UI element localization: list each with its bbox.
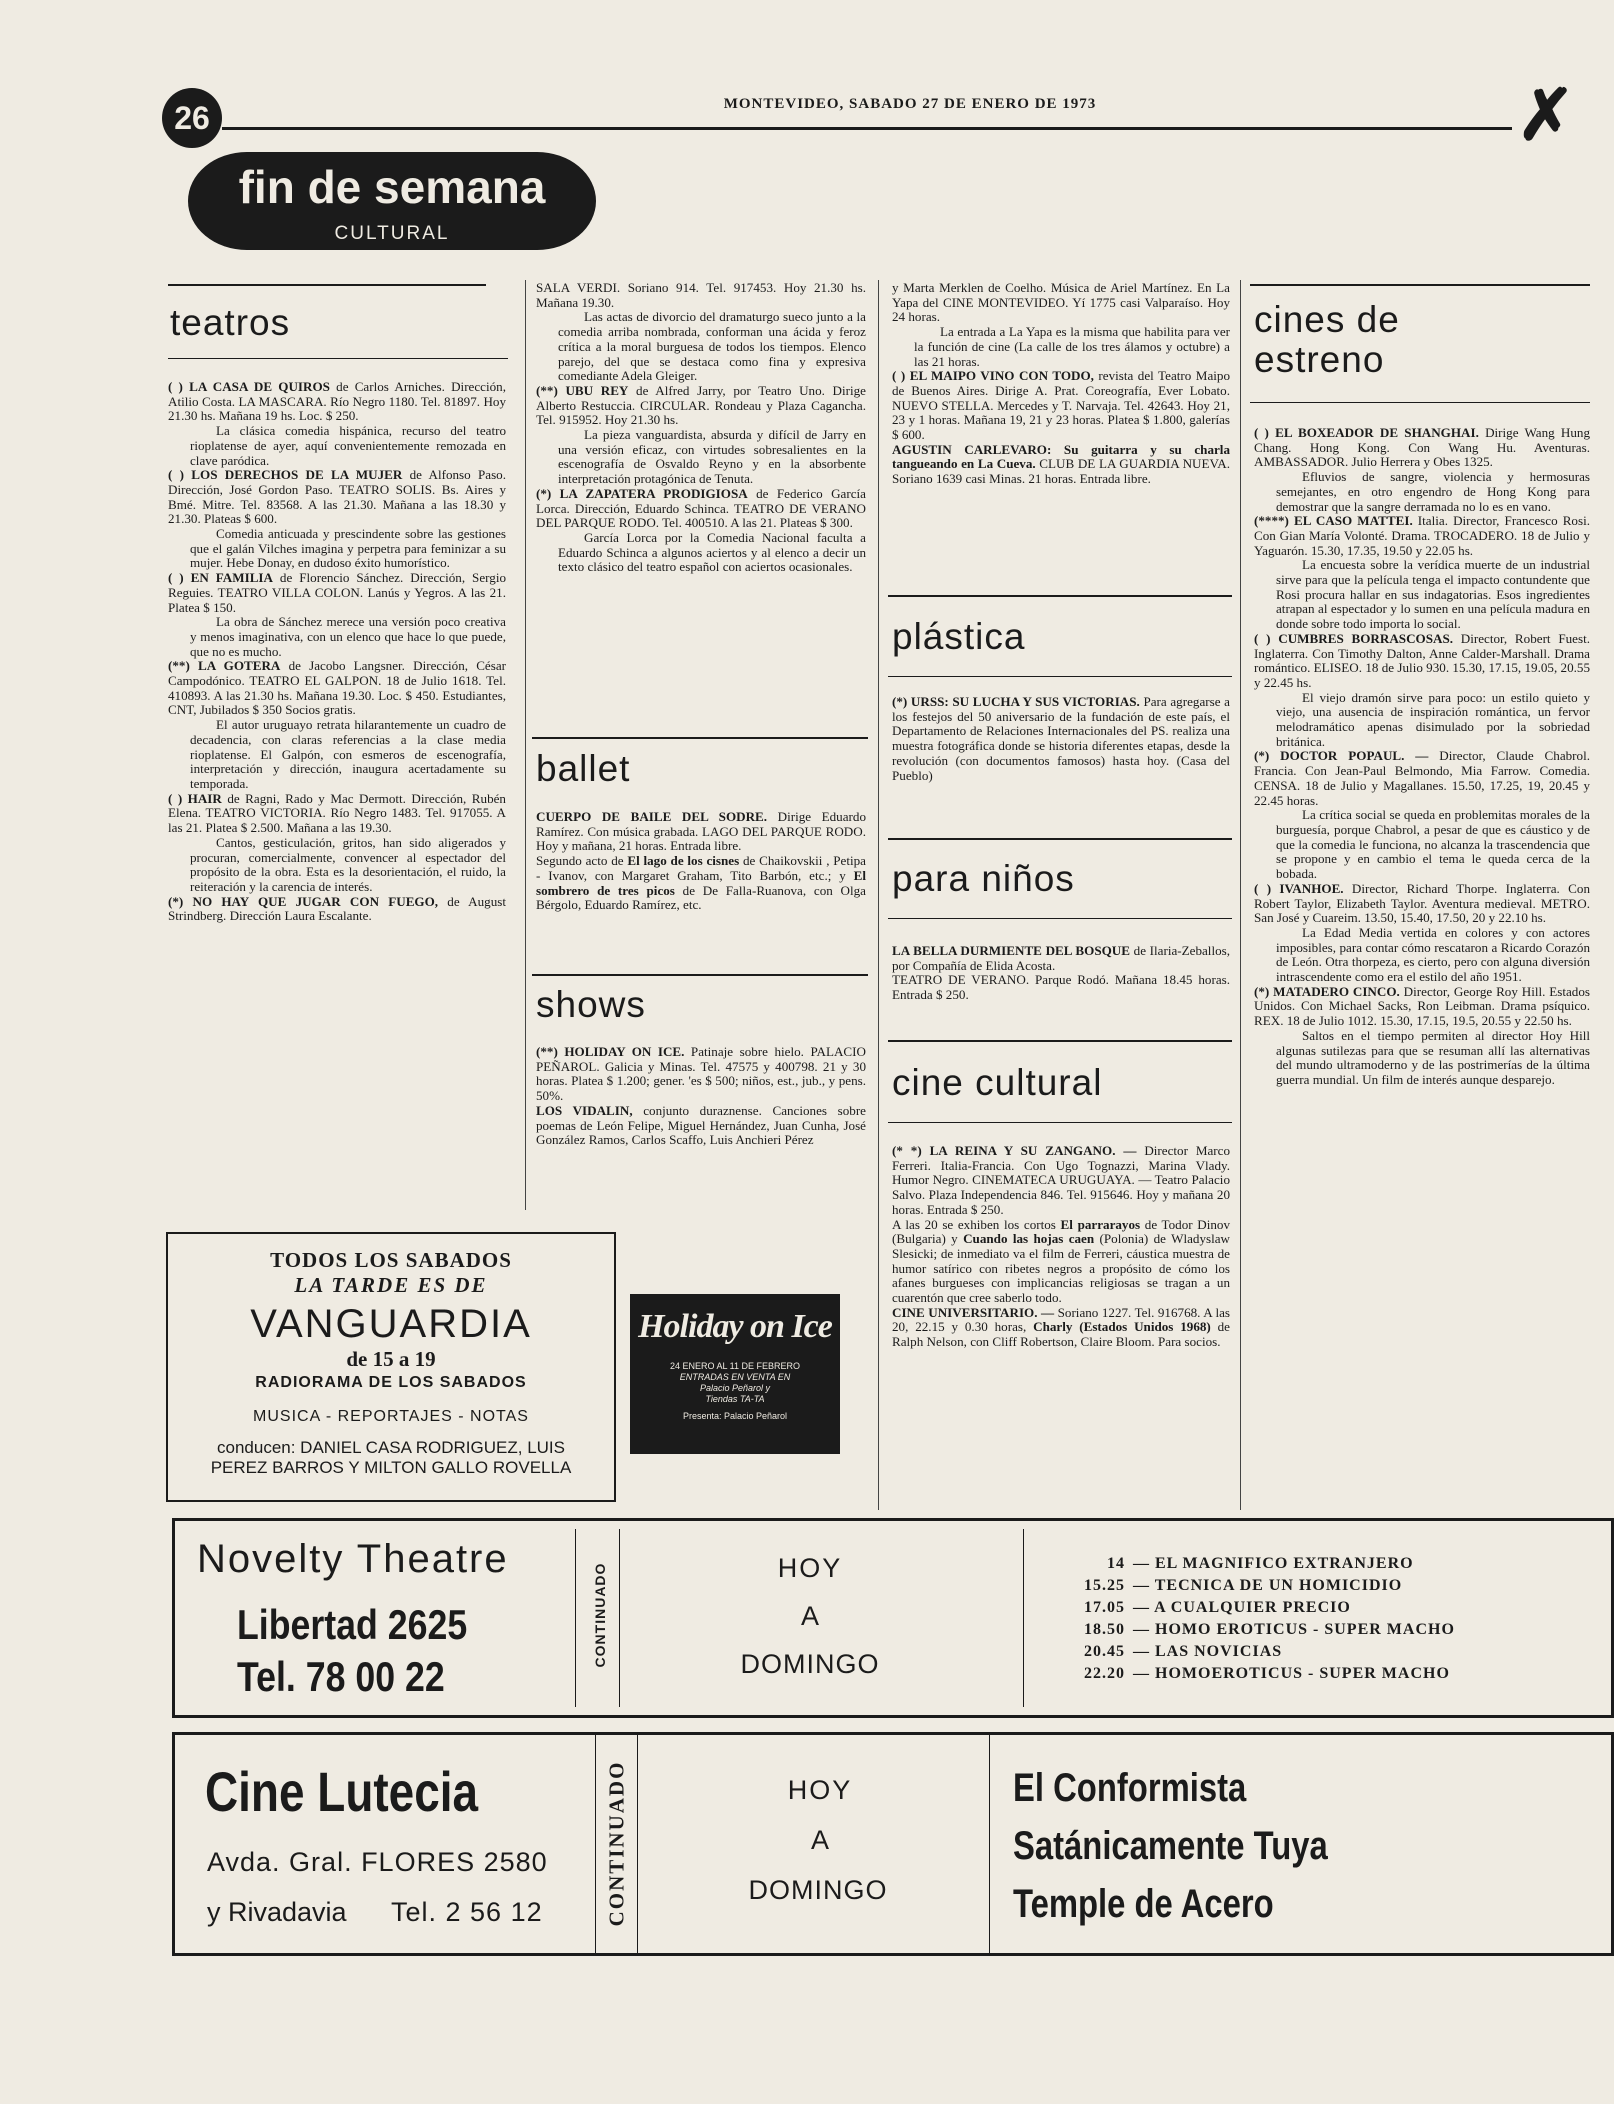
schedule-film-title: HOMOEROTICUS - SUPER MACHO — [1155, 1665, 1450, 1682]
para-ninos-column — [892, 944, 1230, 1003]
listing-text: Saltos en el tiempo permiten al director Hoy Hill algunas sutilezas para que se resuman allí las alternativas del mundo ultramoderno y de las postrimerías de la última guerra mundial. Un film de interés aunque desparejo. — [1276, 1027, 1590, 1087]
listing-paragraph — [168, 380, 506, 424]
listing-text: SALA VERDI. Soriano 914. Tel. 917453. Hoy 21.30 hs. Mañana 19.30. — [536, 280, 866, 310]
schedule-row — [1055, 1553, 1575, 1575]
a-label: A — [810, 1825, 829, 1855]
vanguardia-radio-ad — [166, 1232, 616, 1502]
listing-title: (**) HOLIDAY ON ICE. — [536, 1044, 685, 1059]
section-rule — [532, 737, 868, 739]
dateline: MONTEVIDEO, SABADO 27 DE ENERO DE 1973 — [723, 96, 1097, 112]
schedule-time: 22.20 — [1084, 1665, 1125, 1682]
ad-line: PEREZ BARROS Y MILTON GALLO ROVELLA — [210, 1458, 572, 1477]
listing-text: La encuesta sobre la verídica muerte de un industrial sirve para que la película tenga el impacto contundente que Rosi procura hallar en sus indagatorias. Esos ingredientes atrapan al espectador y lo sumen en una película madura en donde sobre todo importa lo social. — [1276, 557, 1590, 632]
cinema-address: Avda. Gral. FLORES 2580 — [207, 1847, 548, 1877]
dash: — — [1133, 1621, 1155, 1638]
listing-title: (*) LA ZAPATERA PRODIGIOSA — [536, 485, 748, 501]
listing-text: Director Marco Ferreri. Italia-Francia. Con Ugo Tognazzi, Marina Vlady. Humor Negro. CINEMATECA URUGUAYA. — Teatro Palacio Salvo. Plaza Independencia 846. Tel. 915646. Hoy y mañana 20 horas. Entrada $ 250. — [892, 1143, 1231, 1217]
listing-text: Cantos, gesticulación, gritos, han sido aligerados y procuran, comercialmente, convencer al espectador del propósito de la obra. Esta es la desorientación, el ruido, la reiteración y la carencia de interés. — [190, 834, 506, 894]
listing-title: (* *) LA REINA Y SU ZANGANO. — — [892, 1143, 1137, 1158]
listing-text: Director, Claude Chabrol. Francia. Con Jean-Paul Belmondo, Mia Farrow. Comedia. CENSA. 18 de Julio y Magallanes. 15.50, 17.25, 19, 20.45 y 22.45 horas. — [1254, 748, 1590, 808]
divider — [575, 1529, 576, 1707]
schedule-film-title: LAS NOVICIAS — [1155, 1643, 1283, 1660]
listing-title: ( ) IVANHOE. — [1254, 880, 1344, 896]
cine-cultural-column — [892, 1144, 1230, 1350]
listing-paragraph — [892, 1306, 1230, 1350]
listing-text: (Polonia) de Wladyslaw Slesicki; de inmediato va el film de Ferreri, cáustica muestra de humor satírico con ribetes negros a propósito de cómo los afanes burgueses con implicancias religiosas se tragan a un cuarentón que cree saberlo todo. — [892, 1231, 1231, 1306]
shows-continued — [892, 281, 1230, 487]
listing-text: Director, Richard Thorpe. Inglaterra. Con Robert Taylor, Elizabeth Taylor. Aventura medieval. METRO. San José y Cuareim. 13.50, 15.40, 17.50, 20 y 22.10 hs. — [1254, 880, 1590, 926]
schedule-film-title: A CUALQUIER PRECIO — [1154, 1599, 1351, 1616]
dash: — — [1133, 1599, 1155, 1616]
listing-title: ( ) LOS DERECHOS DE LA MUJER — [168, 467, 403, 483]
schedule-time: 18.50 — [1084, 1621, 1125, 1638]
listing-text: de De Falla-Ruanova, con Olga Bérgolo, Eduardo Ramírez, etc. — [536, 882, 866, 913]
schedule-time: 14 — [1107, 1555, 1125, 1572]
listing-paragraph — [892, 325, 1230, 369]
listing-paragraph — [1254, 985, 1590, 1029]
listing-text: Para agregarse a los festejos del 50 aniversario de la fundación de este país, el Departamento de Relaciones Internacionales del PS. realiza una muestra fotográfica donde se historia diferentes etapas, desde la revolución (con documentos famosos) hasta hoy. (Casa del Pueblo) — [892, 694, 1230, 783]
section-heading-cine-cultural: cine cultural — [892, 1062, 1103, 1103]
schedule-row — [1055, 1663, 1575, 1685]
listing-paragraph — [536, 1104, 866, 1148]
divider — [1023, 1529, 1024, 1707]
theatre-name: Novelty Theatre — [197, 1537, 509, 1581]
listing-title: (*) MATADERO CINCO. — [1254, 983, 1400, 999]
schedule-row — [1055, 1597, 1575, 1619]
holiday-on-ice-logo: Holiday on Ice — [638, 1308, 832, 1345]
listing-title: (**) UBU REY — [536, 382, 629, 398]
film-title: El Conformista — [1013, 1766, 1247, 1810]
domingo-label: DOMINGO — [740, 1649, 880, 1679]
listing-title: (*) NO HAY QUE JUGAR CON FUEGO, — [168, 893, 439, 909]
listing-paragraph — [892, 443, 1230, 487]
listing-title: El parrarayos — [1060, 1216, 1141, 1232]
listing-paragraph — [168, 468, 506, 527]
listing-text: de Jacobo Langsner. Dirección, César Campodónico. TEATRO EL GALPON. 18 de Julio 1618. Tel. 410893. A las 21.30 hs. Mañana 19.30. Loc. $ 450. Estudiantes, CNT, Jubilados $ 350 Socios gratis. — [168, 658, 507, 718]
schedule-list — [1055, 1553, 1575, 1685]
listing-title: CINE UNIVERSITARIO. — — [892, 1304, 1055, 1320]
listing-title: ( ) EN FAMILIA — [168, 570, 273, 586]
page-number: 26 — [174, 99, 210, 136]
cines-de-estreno-column — [1254, 426, 1590, 1088]
listing-paragraph — [168, 571, 506, 615]
listing-title: Cuando las hojas caen — [963, 1231, 1095, 1247]
listing-title: Charly (Estados Unidos 1968) — [1033, 1319, 1211, 1335]
film-title: Satánicamente Tuya — [1013, 1824, 1328, 1868]
listing-title: ( ) LA CASA DE QUIROS — [168, 379, 330, 394]
newspaper-logo-mark: ✗ — [1516, 76, 1576, 154]
listing-title: CUERPO DE BAILE DEL SODRE. — [536, 809, 768, 824]
listing-text: La pieza vanguardista, absurda y difícil de Jarry en una versión eficaz, con virtudes sobresalientes en la escenografía de Osvaldo Reyno y en la absorbente interpretación protagónica de Tenuta. — [558, 427, 866, 487]
section-heading-para-ninos: para niños — [892, 858, 1075, 899]
banner-title: fin de semana — [238, 161, 546, 213]
listing-paragraph — [536, 810, 866, 854]
listing-text: de Alfred Jarry, por Teatro Uno. Dirige Alberto Restuccia. CIRCULAR. Rondeau y Plaza Cagancha. Tel. 915952. Hoy 21.30 hs. — [536, 382, 866, 428]
listing-paragraph — [892, 944, 1230, 973]
listing-text: de Florencio Sánchez. Dirección, Sergio Reguies. TEATRO VILLA COLON. Lanús y Yegros. A las 21. Platea $ 150. — [168, 570, 507, 615]
schedule-row — [1055, 1619, 1575, 1641]
listing-text: de Chaikovskii , Petipa - Ivanov, con Margaret Graham, Tito Barbón, etc.; y — [536, 853, 866, 883]
ad-program-name: RADIORAMA DE LOS SABADOS — [255, 1374, 527, 1391]
listing-text: El autor uruguayo retrata hilarantemente un cuadro de decadencia, con claras referencias a la clase media rioplatense. El Galpón, con esmeros de escenografía, interpretación y dirección, inaugura acertadamente su temporada. — [190, 717, 506, 791]
dash: — — [1133, 1555, 1155, 1572]
listing-text: de Ilaria-Zeballos, por Compañía de Elida Acosta. — [892, 943, 1231, 973]
ad-line: ENTRADAS EN VENTA EN — [679, 1372, 791, 1382]
listing-text: Director, George Roy Hill. Estados Unidos. Con Michael Sacks, Ron Leibman. Drama psíquico. REX. 18 de Julio 1012. 15.30, 17.15, 19.5, 20.55 y 22.50 hs. — [1254, 983, 1590, 1029]
ballet-column — [536, 810, 866, 913]
listing-paragraph — [168, 527, 506, 571]
listing-text: Efluvios de sangre, violencia y hermosuras semejantes, en otro engendro de Hong Kong para demostrar que la sangre derramada no lo es en vano. — [1276, 469, 1590, 514]
listing-title: (**) LA GOTERA — [168, 658, 281, 674]
listing-text: La clásica comedia hispánica, recurso del teatro rioplatense de ayer, aquí convenientemente remozada en clave paródica. — [190, 423, 506, 468]
listing-text: Comedia anticuada y prescindente sobre las gestiones que el galán Vilches imagina y perpetra para feminizar a su mujer. Hebe Donay, en dudoso éxito humorístico. — [190, 526, 506, 571]
listing-text: revista del Teatro Maipo de Buenos Aires. Dirige A. Prat. Coreografía, Ever Lobato. NUEVO STELLA. Mercedes y T. Narvaja. Tel. 42643. Hoy 21, 23 y 1 horas. Mañana 19, 21 y 23 horas. Platea $ 1.800, galerías $ 600. — [892, 368, 1230, 443]
cinema-phone: Tel. 2 56 12 — [391, 1897, 543, 1927]
ad-line: 24 ENERO AL 11 DE FEBRERO — [669, 1361, 801, 1371]
heading-line: cines de — [1254, 299, 1400, 340]
hoy-label: HOY — [777, 1553, 843, 1583]
listing-paragraph — [1254, 470, 1590, 514]
listing-text: y Marta Merklen de Coelho. Música de Ariel Martínez. En La Yapa del CINE MONTEVIDEO. Yí 1775 casi Valparaíso. Hoy 24 horas. — [892, 280, 1230, 325]
listing-paragraph — [536, 854, 866, 913]
listing-text: Italia. Director, Francesco Rosi. Con Gian María Volonté. Drama. TROCADERO. 18 de Julio y Yaguarón. 15.30, 17.35, 19.50 y 22.05 hs. — [1254, 513, 1590, 558]
listing-title: El lago de los cisnes — [627, 853, 740, 869]
ad-line: MUSICA - REPORTAJES - NOTAS — [253, 1408, 529, 1425]
listing-paragraph — [1254, 926, 1590, 985]
listing-text: de Ragni, Rado y Mac Dermott. Dirección, Rubén Elena. TEATRO VICTORIA. Río Negro 1483. Tel. 917055. A las 21. Platea $ 2.500. Mañana a las 19.30. — [168, 790, 506, 836]
listing-title: LA BELLA DURMIENTE DEL BOSQUE — [892, 943, 1130, 958]
listing-text: de Alfonso Paso. Dirección, José Gordon Paso. TEATRO SOLIS. Bs. Aires y Bmé. Mitre. Tel. 83568. A las 21.30. Mañana a las 18.30 y 21.30. Plateas $ 600. — [168, 467, 506, 527]
listing-title: (*) DOCTOR POPAUL. — — [1254, 748, 1429, 764]
listing-paragraph — [1254, 808, 1590, 882]
a-label: A — [800, 1601, 819, 1631]
listing-text: La Edad Media vertida en colores y con actores imposibles, para contar cómo rescataron a Ricardo Corazón de León. Otra thorpeza, es cierto, pero con alguna diversión intrascendente como era el estilo del año 1951. — [1276, 924, 1590, 985]
listing-text: Director, Robert Fuest. Inglaterra. Con Timothy Dalton, Anne Calder-Marshall. Drama romántico. ELISEO. 18 de Julio 930. 15.30, 17.15, 19.05, 20.55 y 22.45 hs. — [1254, 630, 1590, 690]
listing-text: Soriano 1227. Tel. 916768. A las 20, 22.15 y 0.30 horas, — [892, 1304, 1231, 1335]
divider — [595, 1735, 596, 1953]
hoy-label: HOY — [787, 1775, 853, 1805]
listing-text: de Federico García Lorca. Dirección, Eduardo Schinca. TEATRO DE VERANO DEL PARQUE RODO. Tel. 400510. A las 21. Plateas $ 300. — [536, 485, 866, 531]
ad-hours: de 15 a 19 — [346, 1347, 436, 1371]
column-divider — [878, 280, 879, 1510]
theatre-address: Libertad 2625 — [237, 1601, 468, 1648]
divider — [637, 1735, 638, 1953]
listing-paragraph — [892, 1218, 1230, 1306]
film-title: Temple de Acero — [1013, 1882, 1274, 1926]
listing-paragraph — [168, 424, 506, 468]
listing-title: (****) EL CASO MATTEI. — [1254, 513, 1413, 529]
section-heading-teatros: teatros — [170, 302, 291, 343]
teatros-column — [168, 380, 506, 924]
domingo-label: DOMINGO — [748, 1875, 888, 1905]
listing-text: A las 20 se exhiben los cortos — [892, 1216, 1061, 1232]
theatre-phone: Tel. 78 00 22 — [237, 1653, 445, 1700]
ad-line: Presenta: Palacio Peñarol — [682, 1411, 788, 1421]
section-rule — [1250, 284, 1590, 286]
section-rule — [888, 918, 1232, 919]
section-rule — [1250, 402, 1590, 403]
plastica-column — [892, 695, 1230, 783]
section-heading-plastica: plástica — [892, 616, 1026, 657]
header-rule — [222, 127, 1512, 130]
listing-title: El sombrero de tres picos — [536, 867, 866, 898]
listing-text: García Lorca por la Comedia Nacional faculta a Eduardo Schinca a algunos aciertos y al elenco a decir un texto clásico del teatro español con aciertos ocasionales. — [558, 529, 866, 575]
listing-paragraph — [536, 1045, 866, 1104]
listing-title: (*) URSS: SU LUCHA Y SUS VICTORIAS. — [892, 694, 1140, 709]
holiday-on-ice-ad — [630, 1294, 840, 1454]
listing-text: La obra de Sánchez merece una versión poco creativa y menos imaginativa, con un elenco que hace lo que puede, que no es mucho. — [190, 614, 506, 659]
section-rule — [888, 1122, 1232, 1123]
shows-column — [536, 1045, 866, 1148]
listing-paragraph — [892, 1144, 1230, 1218]
listing-title: ( ) HAIR — [168, 790, 222, 806]
listing-paragraph — [168, 895, 506, 924]
listing-text: La entrada a La Yapa es la misma que habilita para ver la función de cine (La calle de los tres álamos y octubre) a las 21 horas. — [914, 324, 1230, 369]
section-rule — [888, 676, 1232, 677]
divider — [619, 1529, 620, 1707]
column-divider — [1240, 280, 1241, 1510]
section-rule — [888, 595, 1232, 597]
section-banner — [188, 152, 596, 250]
cine-lutecia-ad — [172, 1732, 1614, 1956]
listing-paragraph — [1254, 882, 1590, 926]
listing-paragraph — [1254, 749, 1590, 808]
film-list — [1013, 1759, 1573, 1933]
schedule-film-title: HOMO EROTICUS - SUPER MACHO — [1155, 1621, 1455, 1638]
listing-paragraph — [1254, 514, 1590, 558]
section-rule — [888, 838, 1232, 840]
listing-paragraph — [892, 281, 1230, 325]
schedule-film-title: TECNICA DE UN HOMICIDIO — [1154, 1577, 1403, 1594]
listing-paragraph — [1254, 426, 1590, 470]
listing-paragraph — [536, 384, 866, 428]
listing-paragraph — [892, 369, 1230, 443]
teatros-continued — [536, 281, 866, 575]
dash: — — [1133, 1577, 1155, 1594]
section-rule — [168, 358, 508, 359]
listing-text: de Todor Dinov (Bulgaria) y — [892, 1216, 1231, 1247]
continuado-label: CONTINUADO — [604, 1760, 629, 1927]
listing-title: ( ) CUMBRES BORRASCOSAS. — [1254, 630, 1454, 646]
listing-paragraph — [536, 531, 866, 575]
listing-title: ( ) EL MAIPO VINO CON TODO, — [892, 368, 1094, 384]
schedule-time: 17.05 — [1084, 1599, 1125, 1616]
page-number-badge — [162, 88, 222, 148]
novelty-theatre-ad — [172, 1518, 1614, 1718]
listing-paragraph — [536, 428, 866, 487]
section-rule — [168, 284, 486, 286]
listing-title: ( ) EL BOXEADOR DE SHANGHAI. — [1254, 425, 1479, 440]
listing-paragraph — [1254, 691, 1590, 750]
continuado-label: CONTINUADO — [592, 1562, 608, 1668]
schedule-time: 15.25 — [1084, 1577, 1125, 1594]
listing-paragraph — [168, 792, 506, 836]
listing-text: Patinaje sobre hielo. PALACIO PEÑAROL. Galicia y Minas. Tel. 47575 y 400798. 21 y 30 horas. Platea $ 1.200; gener. 'es $ 500; niños, est., jub., y pens. 50%. — [536, 1044, 866, 1104]
listing-text: conjunto duraznense. Canciones sobre poemas de León Felipe, Miguel Hernández, Juan Cunha, José González Ramos, Carlos Scaffo, Luis Anchieri Pérez — [536, 1102, 866, 1148]
listing-paragraph — [168, 718, 506, 792]
schedule-row — [1055, 1575, 1575, 1597]
schedule-row — [1055, 1641, 1575, 1663]
listing-title: AGUSTIN CARLEVARO: Su guitarra y su charla tangueando en La Cueva. — [892, 441, 1230, 472]
listing-title: LOS VIDALIN, — [536, 1102, 633, 1118]
listing-text: Dirige Eduardo Ramírez. Con música grabada. LAGO DEL PARQUE RODO. Hoy y mañana, 21 horas. Entrada libre. — [536, 809, 866, 854]
listing-paragraph — [892, 973, 1230, 1002]
listing-text: de August Strindberg. Dirección Laura Escalante. — [168, 893, 506, 924]
section-rule — [888, 1040, 1232, 1042]
dash: — — [1133, 1643, 1155, 1660]
listing-paragraph — [168, 615, 506, 659]
listing-paragraph — [536, 310, 866, 384]
listing-text: Segundo acto de — [536, 853, 628, 869]
listing-text: Las actas de divorcio del dramaturgo sueco junto a la comedia arriba nombrada, conforman una ácida y feroz crítica a la moral burguesa de todos los tiempos. Elenco parejo, del que se destaca como fina y expresiva comediante Adela Gleiger. — [558, 309, 866, 384]
schedule-film-title: EL MAGNIFICO EXTRANJERO — [1155, 1555, 1414, 1572]
dash: — — [1133, 1665, 1155, 1682]
column-divider — [525, 280, 526, 1210]
ad-station-name: VANGUARDIA — [250, 1302, 532, 1346]
listing-paragraph — [168, 836, 506, 895]
listing-text: Dirige Wang Hung Chang. Hong Kong. Con Wang Hu. Aventuras. AMBASSADOR. Julio Herrera y Obes 1325. — [1254, 425, 1590, 470]
ad-line: Palacio Peñarol y — [699, 1383, 771, 1393]
section-heading-cines-de-estreno — [1254, 300, 1400, 380]
listing-text: CLUB DE LA GUARDIA NUEVA. Soriano 1639 casi Minas. 21 horas. Entrada libre. — [892, 456, 1230, 487]
schedule-time: 20.45 — [1084, 1643, 1125, 1660]
listing-paragraph — [892, 695, 1230, 783]
listing-text: El viejo dramón sirve para poco: un estilo quieto y viejo, una ausencia de inspiración romántica, un fervor melodramático apenas disimulado por la sobriedad británica. — [1276, 689, 1590, 749]
banner-subtitle: CULTURAL — [334, 223, 450, 244]
listing-paragraph — [536, 487, 866, 531]
cinema-cross-street: y Rivadavia — [207, 1897, 347, 1927]
ad-line: TODOS LOS SABADOS — [270, 1248, 512, 1272]
heading-line: estreno — [1254, 339, 1385, 380]
listing-paragraph — [1254, 1029, 1590, 1088]
cinema-name: Cine Lutecia — [205, 1760, 479, 1823]
listing-paragraph — [168, 659, 506, 718]
listing-paragraph — [1254, 558, 1590, 632]
ad-line: LA TARDE ES DE — [294, 1273, 488, 1297]
section-heading-shows: shows — [536, 984, 646, 1025]
listing-text: de Ralph Nelson, con Cliff Robertson, Claire Bloom. Para socios. — [892, 1319, 1230, 1350]
listing-paragraph — [536, 281, 866, 310]
divider — [989, 1735, 990, 1953]
section-rule — [532, 974, 868, 976]
listing-text: La crítica social se queda en problemitas morales de la burguesía, porque Chabrol, a pesar de que es cáustico y de que la comedia le funciona, no alcanza la trascendencia que se propone y en cambio el tema le queda cerca de la bobada. — [1276, 807, 1590, 882]
listing-paragraph — [1254, 632, 1590, 691]
ad-line: conducen: DANIEL CASA RODRIGUEZ, LUIS — [217, 1438, 565, 1457]
listing-text: TEATRO DE VERANO. Parque Rodó. Mañana 18.45 horas. Entrada $ 250. — [892, 972, 1230, 1003]
listing-text: de Carlos Arniches. Dirección, Atilio Costa. LA MASCARA. Río Negro 1180. Tel. 81897. Hoy 21.30 hs. Mañana 19 hs. Loc. $ 250. — [168, 379, 506, 424]
section-heading-ballet: ballet — [536, 748, 631, 789]
ad-line: Tiendas TA-TA — [705, 1394, 765, 1404]
